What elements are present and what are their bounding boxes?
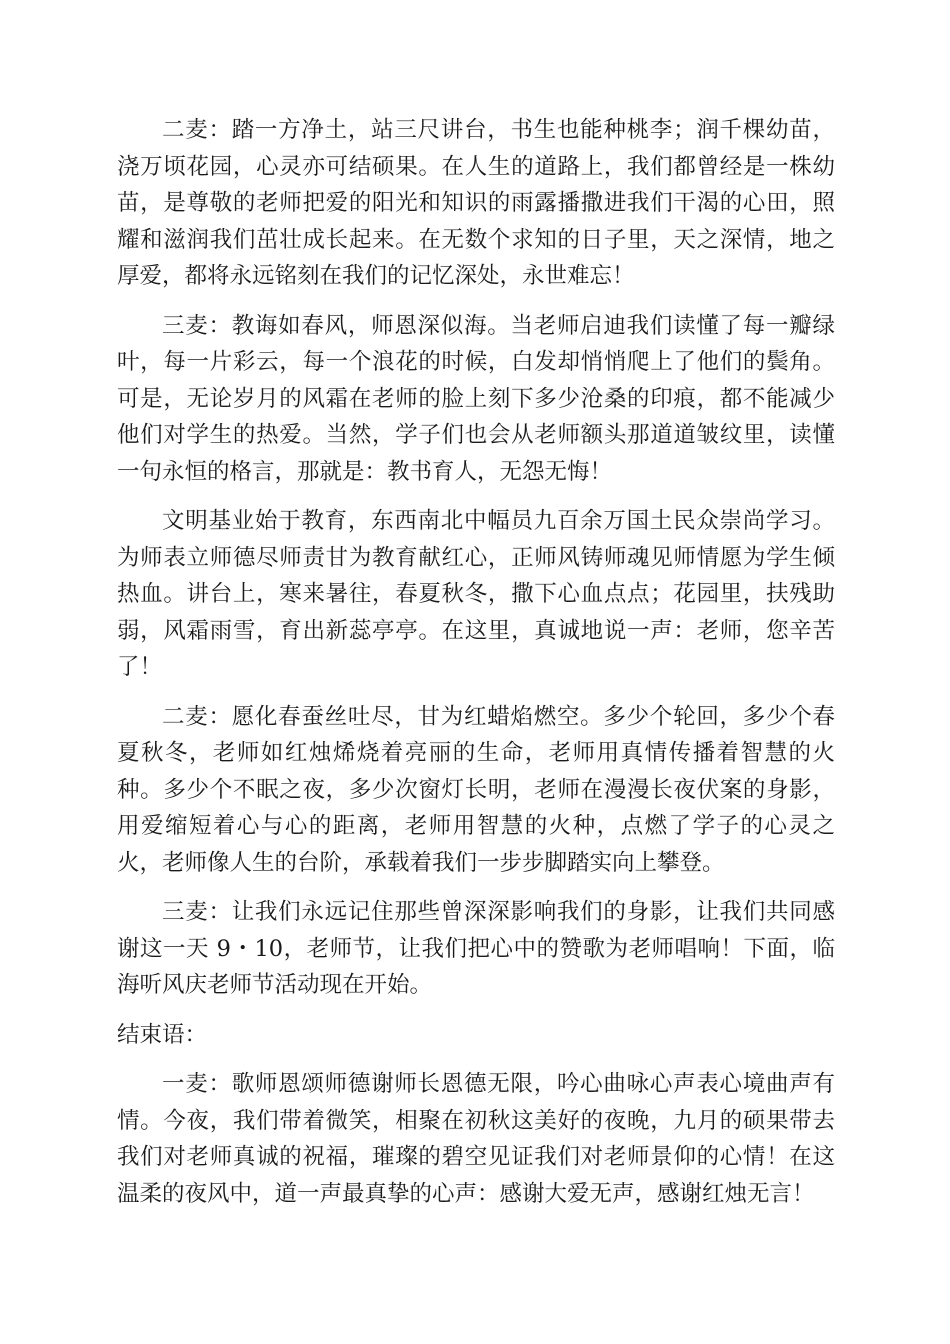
- paragraph-er-mai-2: 二麦：愿化春蚕丝吐尽，甘为红蜡焰燃空。多少个轮回，多少个春夏秋冬，老师如红烛烯烧着亮丽的生命，老师用真情传播着智慧的火种。多少个不眠之夜，多少次窗灯长明，老师在漫漫长夜伏案的身影，用爱缩短着心与心的距离，老师用智慧的火种，点燃了学子的心灵之火，老师像人生的台阶，承载着我们一步步脚踏实向上攀登。: [117, 703, 835, 876]
- paragraph-yi-mai-closing: 一麦：歌师恩颂师德谢师长恩德无限，吟心曲咏心声表心境曲声有情。今夜，我们带着微笑，相聚在初秋这美好的夜晚，九月的硕果带去我们对老师真诚的祝福，璀璨的碧空见证我们对老师景仰的心情！在这温柔的夜风中，道一声最真挚的心声：感谢大爱无声，感谢红烛无言！: [117, 1071, 835, 1207]
- paragraph-civilization: 文明基业始于教育，东西南北中幅员九百余万国土民众崇尚学习。为师表立师德尽师责甘为教育献红心，正师风铸师魂见师情愿为学生倾热血。讲台上，寒来暑往，春夏秋冬，撒下心血点点；花园里，扶残助弱，风霜雨雪，育出新蕊亭亭。在这里，真诚地说一声：老师，您辛苦了！: [117, 508, 835, 680]
- paragraph-er-mai-1: 二麦：踏一方净土，站三尺讲台，书生也能种桃李；润千棵幼苗，浇万顷花园，心灵亦可结硕果。在人生的道路上，我们都曾经是一株幼苗，是尊敬的老师把爱的阳光和知识的雨露播撒进我们干渴的心田，照耀和滋润我们茁壮成长起来。在无数个求知的日子里，天之深情，地之厚爱，都将永远铭刻在我们的记忆深处，永世难忘！: [117, 117, 835, 289]
- closing-heading: 结束语：: [117, 1021, 208, 1048]
- paragraph-san-mai-2: 三麦：让我们永远记住那些曾深深影响我们的身影，让我们共同感谢这一天 9・10，老师节，让我们把心中的赞歌为老师唱响！下面，临海听风庆老师节活动现在开始。: [117, 899, 835, 998]
- paragraph-san-mai-1: 三麦：教诲如春风，师恩深似海。当老师启迪我们读懂了每一瓣绿叶，每一片彩云，每一个浪花的时候，白发却悄悄爬上了他们的鬓角。可是，无论岁月的风霜在老师的脸上刻下多少沧桑的印痕，都不能减少他们对学生的热爱。当然，学子们也会从老师额头那道道皱纹里，读懂一句永恒的格言，那就是：教书育人，无怨无悔！: [117, 312, 835, 485]
- document-page: [117, 112, 835, 1225]
